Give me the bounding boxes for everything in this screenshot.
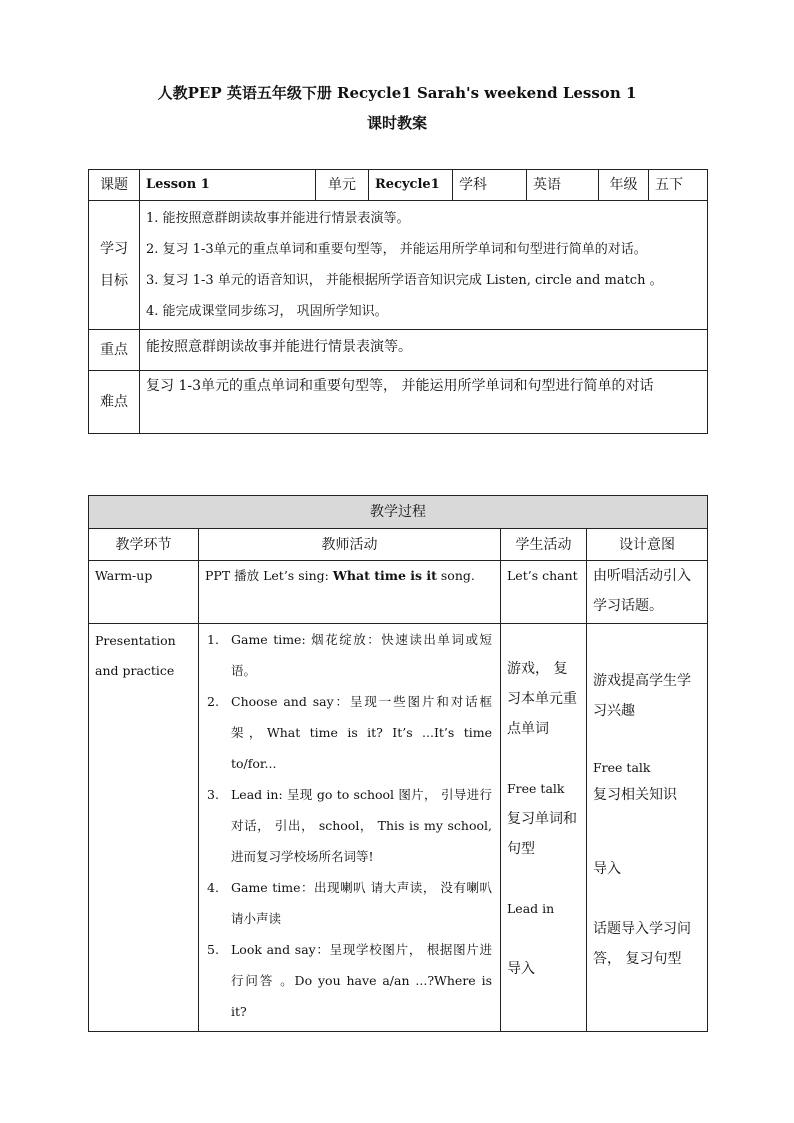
key-point-text: 能按照意群朗读故事并能进行情景表演等。 <box>140 330 708 371</box>
design-intent: 话题导入学习问答， 复习句型 <box>593 921 691 967</box>
objective-item: 3. 复习 1-3 单元的语音知识， 并能根据所学语音知识完成 Listen, circle and match 。 <box>146 273 663 288</box>
presentation-stage <box>89 624 199 1032</box>
topic-value: Lesson 1 <box>140 170 316 201</box>
objective-item: 2. 复习 1-3单元的重点单词和重要句型等， 并能运用所学单词和句型进行简单的对话。 <box>146 242 647 257</box>
objective-item: 1. 能按照意群朗读故事并能进行情景表演等。 <box>146 211 410 226</box>
column-header-intent: 设计意图 <box>587 529 708 561</box>
presentation-intent <box>587 624 708 1032</box>
difficulty-text: 复习 1-3单元的重点单词和重要句型等， 并能运用所学单词和句型进行简单的对话 <box>140 371 708 434</box>
subject-value: 英语 <box>527 170 599 201</box>
student-activity: 游戏， 复习本单元重点单词 <box>507 661 577 737</box>
column-header-teacher: 教师活动 <box>199 529 501 561</box>
column-header-student: 学生活动 <box>501 529 587 561</box>
document-title: 人教PEP 英语五年级下册 Recycle1 Sarah's weekend Lesson 1 <box>157 84 637 102</box>
grade-value: 五下 <box>649 170 708 201</box>
student-activity: Free talk <box>507 781 565 796</box>
design-intent: Free talk <box>593 760 651 775</box>
warmup-teacher <box>199 561 501 624</box>
objectives-list <box>140 201 708 330</box>
presentation-stage-line2: and practice <box>95 663 175 678</box>
grade-label: 年级 <box>599 170 649 201</box>
student-activity: 复习单词和句型 <box>507 811 577 857</box>
student-activity: Lead in <box>507 901 555 916</box>
step-item: 2. Choose and say：呈现一些图片和对话框架，What time is it? It’s ...It’s time to/for... <box>207 694 492 771</box>
warmup-song-title: What time is it <box>332 568 437 583</box>
presentation-stage-line1: Presentation <box>95 633 176 648</box>
step-item: 1. Game time: 烟花绽放：快速读出单词或短语。 <box>207 632 492 678</box>
design-intent: 游戏提高学生学习兴趣 <box>593 673 691 719</box>
document-subtitle: 课时教案 <box>366 114 427 132</box>
difficulty-label: 难点 <box>89 371 140 434</box>
teaching-process-table <box>88 495 708 1032</box>
unit-label: 单元 <box>316 170 369 201</box>
step-item: 4. Game time：出现喇叭 请大声读， 没有喇叭请小声读 <box>207 880 492 926</box>
objectives-label-line2: 目标 <box>100 273 128 289</box>
warmup-stage: Warm-up <box>89 561 199 624</box>
process-title: 教学过程 <box>89 496 708 529</box>
warmup-student: Let’s chant <box>501 561 587 624</box>
step-item: 3. Lead in: 呈现 go to school 图片， 引导进行对话， 引出， school， This is my school, 进而复习学校场所名词等! <box>207 787 492 864</box>
design-intent: 复习相关知识 <box>593 787 677 803</box>
design-intent: 导入 <box>593 861 621 877</box>
key-point-label: 重点 <box>89 330 140 371</box>
objectives-label <box>89 201 140 330</box>
warmup-teacher-prefix: PPT 播放 Let’s sing: <box>205 568 333 583</box>
objective-item: 4. 能完成课堂同步练习， 巩固所学知识。 <box>146 304 388 319</box>
lesson-info-table <box>88 169 708 434</box>
student-activity: 导入 <box>507 961 535 977</box>
topic-label: 课题 <box>89 170 140 201</box>
unit-value: Recycle1 <box>369 170 453 201</box>
presentation-student <box>501 624 587 1032</box>
warmup-teacher-suffix: song. <box>436 568 475 583</box>
column-header-stage: 教学环节 <box>89 529 199 561</box>
objectives-label-line1: 学习 <box>100 241 128 257</box>
presentation-teacher <box>199 624 501 1032</box>
step-item: 5. Look and say：呈现学校图片， 根据图片进行问答 。Do you have a/an ...?Where is it? <box>207 942 492 1019</box>
warmup-intent: 由听唱活动引入学习话题。 <box>587 561 708 624</box>
subject-label: 学科 <box>453 170 527 201</box>
